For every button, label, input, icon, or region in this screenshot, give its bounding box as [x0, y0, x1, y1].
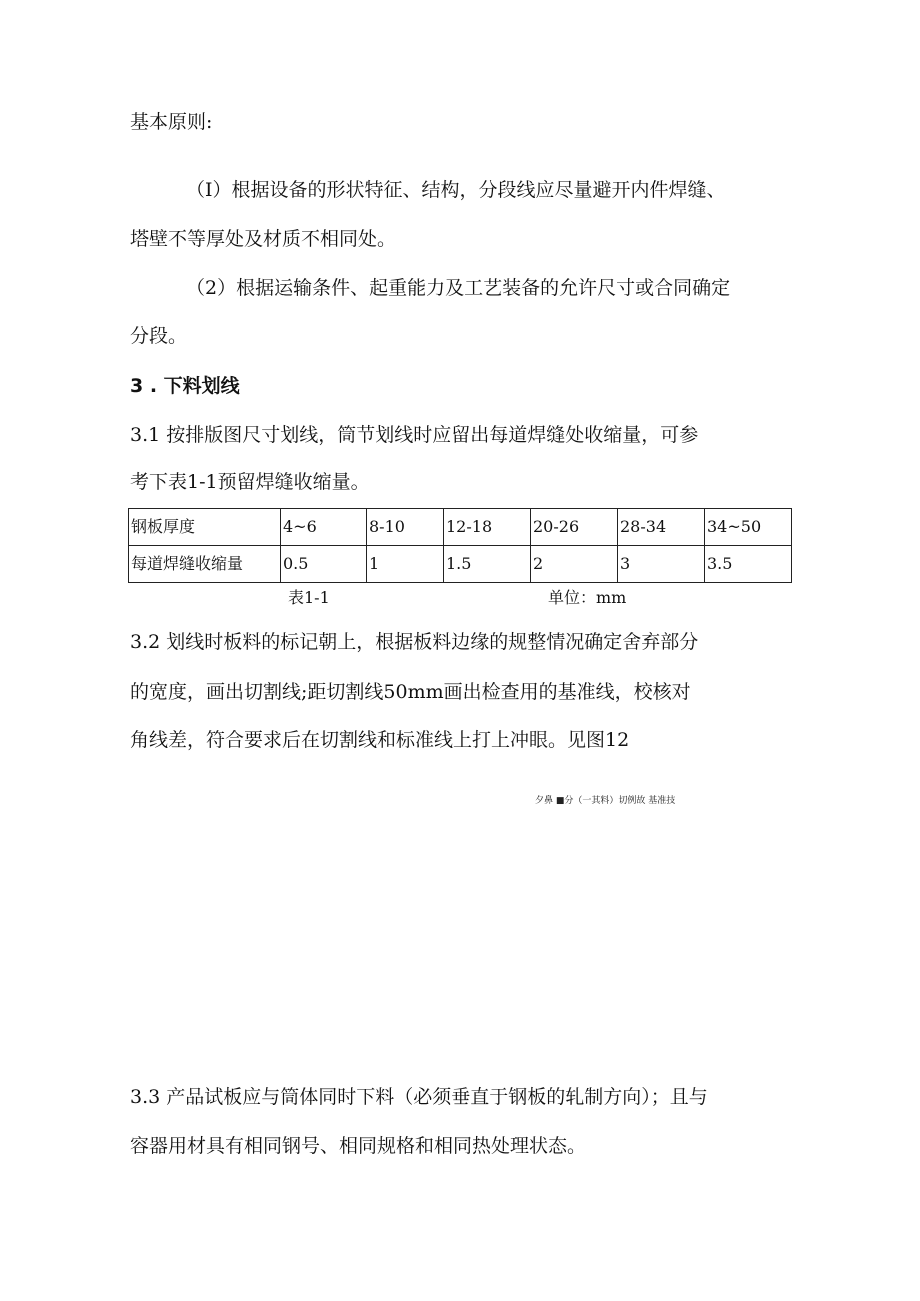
- table-cell: 1: [367, 546, 444, 583]
- table-cell: 每道焊缝收缩量: [129, 546, 281, 583]
- table-cell: 0.5: [281, 546, 367, 583]
- principle-1-line-2: 塔壁不等厚处及材质不相同处。: [130, 228, 397, 250]
- principle-1-line-1: （I）根据设备的形状特征、结构，分段线应尽量避开内件焊缝、: [186, 179, 726, 201]
- table-cell: 3.5: [705, 546, 792, 583]
- table-row: [129, 546, 792, 583]
- para-3-3-line-1: 3.3 产品试板应与筒体同时下料（必须垂直于钢板的轧制方向）；且与: [130, 1086, 708, 1108]
- table-cell: 钢板厚度: [129, 509, 281, 546]
- para-3-2-line-2: 的宽度，画出切割线;距切割线50mm画出检查用的基准线，校核对: [130, 681, 691, 703]
- table-cell: 1.5: [444, 546, 531, 583]
- table-cell: 28-34: [618, 509, 705, 546]
- table-cell: 4~6: [281, 509, 367, 546]
- para-3-2-line-1: 3.2 划线时板料的标记朝上，根据板料边缘的规整情况确定舍弃部分: [130, 631, 699, 653]
- table-unit: 单位：mm: [548, 588, 627, 607]
- table-cell: 2: [531, 546, 618, 583]
- table-cell: 3: [618, 546, 705, 583]
- table-caption: 表1-1: [288, 588, 330, 607]
- para-3-2-line-3: 角线差，符合要求后在切割线和标准线上打上冲眼。见图12: [130, 729, 630, 751]
- figure-label: 夕鼻 ■分（一其料）切例故 基准技: [535, 796, 676, 806]
- principle-2-line-2: 分段。: [130, 325, 188, 347]
- para-3-1-line-1: 3.1 按排版图尺寸划线，筒节划线时应留出每道焊缝处收缩量，可参: [130, 424, 699, 446]
- para-3-1-line-2: 考下表1-1预留焊缝收缩量。: [130, 471, 370, 493]
- table-cell: 34~50: [705, 509, 792, 546]
- table-cell: 12-18: [444, 509, 531, 546]
- table-cell: 8-10: [367, 509, 444, 546]
- table-row: [129, 509, 792, 546]
- principle-2-line-1: （2）根据运输条件、起重能力及工艺装备的允许尺寸或合同确定: [186, 277, 731, 299]
- weld-shrinkage-table: [128, 508, 792, 583]
- table-cell: 20-26: [531, 509, 618, 546]
- section-intro: 基本原则:: [130, 111, 213, 133]
- section-heading-3: 3 . 下料划线: [130, 375, 240, 397]
- para-3-3-line-2: 容器用材具有相同钢号、相同规格和相同热处理状态。: [130, 1135, 587, 1157]
